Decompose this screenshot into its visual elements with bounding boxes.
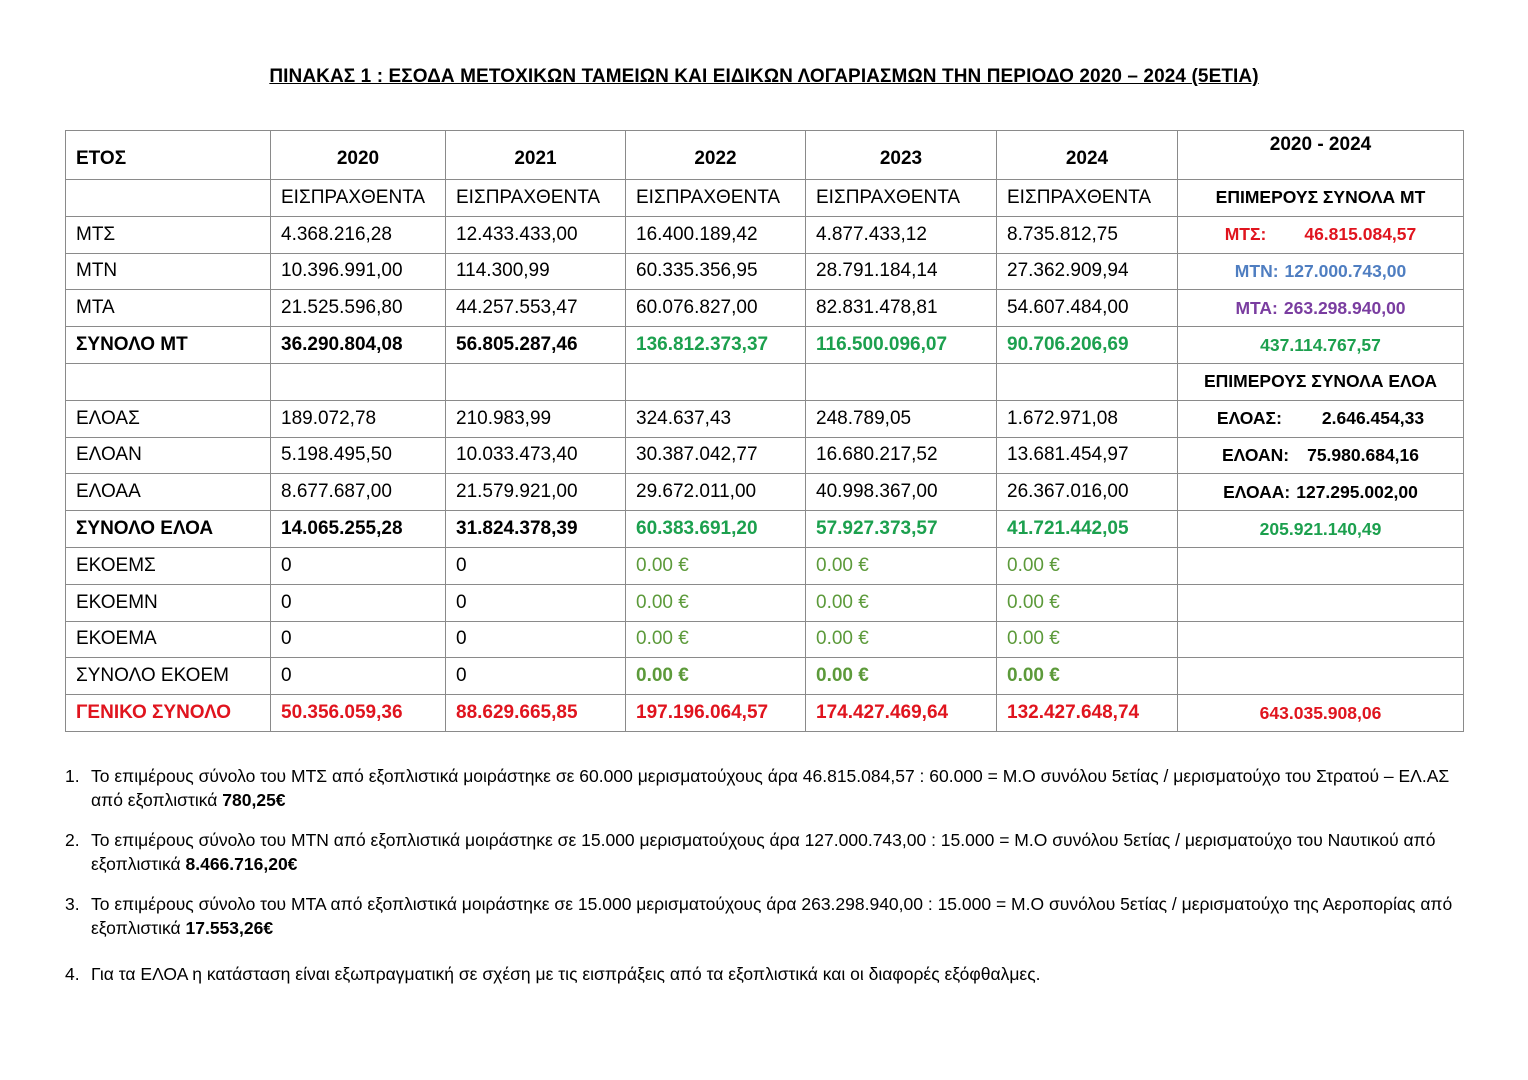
- eloa-subtotals-header: ΕΠΙΜΕΡΟΥΣ ΣΥΝΟΛΑ ΕΛΟΑ: [1178, 363, 1464, 400]
- table-row: [66, 400, 1464, 437]
- period-total-value: 2.646.454,33: [1321, 408, 1425, 429]
- row-label: ΜΤΣ: [66, 216, 271, 253]
- value-cell: 8.735.812,75: [997, 216, 1178, 253]
- value-cell: 210.983,99: [446, 400, 626, 437]
- period-total-value: 127.000.743,00: [1284, 260, 1407, 281]
- value-cell: 82.831.478,81: [806, 290, 997, 327]
- value-cell: 28.791.184,14: [806, 253, 997, 290]
- value-cell: 0: [271, 547, 446, 584]
- value-cell: 0: [446, 547, 626, 584]
- footnote: [65, 962, 1465, 986]
- footnote-text: Το επιμέρους σύνολο του ΜΤΑ από εξοπλιστικά μοιράστηκε σε 15.000 μερισματούχους άρα 263.298.940,00 : 15.000 = Μ.Ο συνόλου 5ετίας / μερισματούχο της Αεροπορίας από εξοπλιστικά: [91, 894, 1453, 938]
- period-total-cell: [1178, 695, 1464, 732]
- value-cell: 324.637,43: [626, 400, 806, 437]
- value-cell: 21.525.596,80: [271, 290, 446, 327]
- table-row: [66, 474, 1464, 511]
- empty-cell: [1178, 584, 1464, 621]
- collected-header: ΕΙΣΠΡΑΧΘΕΝΤΑ: [271, 180, 446, 217]
- period-total-cell: [1178, 216, 1464, 253]
- value-cell: 174.427.469,64: [806, 695, 997, 732]
- period-total-label: ΕΛΟΑΝ:: [1221, 444, 1290, 465]
- value-cell: 60.383.691,20: [626, 511, 806, 548]
- value-cell: 116.500.096,07: [806, 327, 997, 364]
- value-cell: 31.824.378,39: [446, 511, 626, 548]
- period-total-value: 75.980.684,16: [1307, 444, 1420, 465]
- value-cell: 30.387.042,77: [626, 437, 806, 474]
- value-cell: 0.00 €: [997, 621, 1178, 658]
- value-cell: 44.257.553,47: [446, 290, 626, 327]
- value-cell: 56.805.287,46: [446, 327, 626, 364]
- eloa-total-row: [66, 511, 1464, 548]
- year-header: 2020: [271, 131, 446, 180]
- empty-cell: [1178, 658, 1464, 695]
- value-cell: 57.927.373,57: [806, 511, 997, 548]
- value-cell: 0: [446, 658, 626, 695]
- year-header-label: ΕΤΟΣ: [66, 131, 271, 180]
- value-cell: 16.400.189,42: [626, 216, 806, 253]
- collected-header: ΕΙΣΠΡΑΧΘΕΝΤΑ: [997, 180, 1178, 217]
- period-total-label: ΕΛΟΑΑ:: [1223, 481, 1291, 502]
- year-header: 2022: [626, 131, 806, 180]
- footnotes: [65, 764, 1465, 1002]
- revenue-table: [65, 130, 1464, 732]
- period-total-value: 263.298.940,00: [1283, 297, 1406, 318]
- header-row: [66, 131, 1464, 180]
- value-cell: 0.00 €: [806, 584, 997, 621]
- table-row: [66, 547, 1464, 584]
- period-total-value: 46.815.084,57: [1304, 224, 1417, 245]
- value-cell: 1.672.971,08: [997, 400, 1178, 437]
- empty-cell: [1178, 547, 1464, 584]
- value-cell: 0.00 €: [806, 547, 997, 584]
- value-cell: 16.680.217,52: [806, 437, 997, 474]
- value-cell: 0.00 €: [997, 547, 1178, 584]
- value-cell: 50.356.059,36: [271, 695, 446, 732]
- mt-subtotals-header: ΕΠΙΜΕΡΟΥΣ ΣΥΝΟΛΑ ΜΤ: [1178, 180, 1464, 217]
- table-row: [66, 437, 1464, 474]
- footnote-amount: 8.466.716,20€: [185, 854, 298, 874]
- document-title: ΠΙΝΑΚΑΣ 1 : ΕΣΟΔΑ ΜΕΤΟΧΙΚΩΝ ΤΑΜΕΙΩΝ ΚΑΙ ΕΙΔΙΚΩΝ ΛΟΓΑΡΙΑΣΜΩΝ ΤΗΝ ΠΕΡΙΟΔΟ 2020 – 2024 (5ΕΤΙΑ): [269, 66, 1259, 87]
- period-total-cell: [1178, 511, 1464, 548]
- subheader-row: [66, 180, 1464, 217]
- footnote-number: 1.: [65, 766, 80, 786]
- value-cell: 60.076.827,00: [626, 290, 806, 327]
- value-cell: 27.362.909,94: [997, 253, 1178, 290]
- value-cell: 0: [271, 658, 446, 695]
- empty-cell: [66, 363, 271, 400]
- value-cell: 197.196.064,57: [626, 695, 806, 732]
- empty-cell: [997, 363, 1178, 400]
- value-cell: 248.789,05: [806, 400, 997, 437]
- footnote-text: Το επιμέρους σύνολο του ΜΤΣ από εξοπλιστικά μοιράστηκε σε 60.000 μερισματούχους άρα 46.815.084,57 : 60.000 = Μ.Ο συνόλου 5ετίας / μερισματούχο του Στρατού – ΕΛ.ΑΣ από εξοπλιστικά: [91, 766, 1450, 810]
- row-label: ΜΤΑ: [66, 290, 271, 327]
- value-cell: 0.00 €: [626, 547, 806, 584]
- period-total-cell: [1178, 400, 1464, 437]
- value-cell: 21.579.921,00: [446, 474, 626, 511]
- value-cell: 0.00 €: [626, 584, 806, 621]
- table-row: [66, 584, 1464, 621]
- row-label: ΓΕΝΙΚΟ ΣΥΝΟΛΟ: [66, 695, 271, 732]
- value-cell: 88.629.665,85: [446, 695, 626, 732]
- value-cell: 41.721.442,05: [997, 511, 1178, 548]
- period-total-label: ΜΤΝ:: [1234, 260, 1279, 281]
- period-total-cell: [1178, 290, 1464, 327]
- collected-header: ΕΙΣΠΡΑΧΘΕΝΤΑ: [626, 180, 806, 217]
- table-row: [66, 290, 1464, 327]
- value-cell: 10.033.473,40: [446, 437, 626, 474]
- value-cell: 26.367.016,00: [997, 474, 1178, 511]
- footnote-amount: 17.553,26€: [185, 918, 274, 938]
- year-header: 2024: [997, 131, 1178, 180]
- footnote: [65, 892, 1465, 940]
- period-total-value: 205.921.140,49: [1259, 518, 1382, 539]
- period-total-value: 437.114.767,57: [1260, 334, 1381, 355]
- value-cell: 14.065.255,28: [271, 511, 446, 548]
- row-label: ΕΛΟΑΝ: [66, 437, 271, 474]
- footnote: [65, 764, 1465, 812]
- row-label: ΕΚΟΕΜΑ: [66, 621, 271, 658]
- value-cell: 0.00 €: [626, 658, 806, 695]
- empty-cell: [446, 363, 626, 400]
- value-cell: 0.00 €: [806, 658, 997, 695]
- table-row: [66, 621, 1464, 658]
- footnote-text-block: [91, 764, 1465, 812]
- value-cell: 4.368.216,28: [271, 216, 446, 253]
- value-cell: 0: [446, 621, 626, 658]
- table-row: [66, 216, 1464, 253]
- value-cell: 0.00 €: [997, 584, 1178, 621]
- value-cell: 29.672.011,00: [626, 474, 806, 511]
- empty-cell: [271, 363, 446, 400]
- value-cell: 189.072,78: [271, 400, 446, 437]
- footnote-text: Για τα ΕΛΟΑ η κατάσταση είναι εξωπραγματική σε σχέση με τις εισπράξεις από τα εξοπλιστικά και οι διαφορές εξόφθαλμες.: [91, 964, 1041, 984]
- period-total-label: ΜΤΣ:: [1224, 224, 1267, 245]
- value-cell: 0: [446, 584, 626, 621]
- footnote-text-block: [91, 828, 1465, 876]
- value-cell: 8.677.687,00: [271, 474, 446, 511]
- value-cell: 60.335.356,95: [626, 253, 806, 290]
- row-label: ΕΛΟΑΑ: [66, 474, 271, 511]
- value-cell: 136.812.373,37: [626, 327, 806, 364]
- period-total-value: 643.035.908,06: [1259, 702, 1382, 723]
- ekoem-total-row: [66, 658, 1464, 695]
- row-label: ΣΥΝΟΛΟ ΜΤ: [66, 327, 271, 364]
- period-total-cell: [1178, 253, 1464, 290]
- value-cell: 12.433.433,00: [446, 216, 626, 253]
- year-header: 2021: [446, 131, 626, 180]
- mt-total-row: [66, 327, 1464, 364]
- footnote-number: 4.: [65, 964, 80, 984]
- value-cell: 90.706.206,69: [997, 327, 1178, 364]
- row-label: ΣΥΝΟΛΟ ΕΚΟΕΜ: [66, 658, 271, 695]
- footnote-text-block: [91, 892, 1465, 940]
- period-total-label: ΕΛΟΑΣ:: [1216, 408, 1282, 429]
- collected-header: ΕΙΣΠΡΑΧΘΕΝΤΑ: [446, 180, 626, 217]
- period-total-cell: [1178, 437, 1464, 474]
- eloa-subheader-row: [66, 363, 1464, 400]
- empty-cell: [626, 363, 806, 400]
- footnote-text: Το επιμέρους σύνολο του ΜΤΝ από εξοπλιστικά μοιράστηκε σε 15.000 μερισματούχους άρα 127.000.743,00 : 15.000 = Μ.Ο συνόλου 5ετίας / μερισματούχο του Ναυτικού από εξοπλιστικά: [91, 830, 1436, 874]
- value-cell: 36.290.804,08: [271, 327, 446, 364]
- footnote-amount: 780,25€: [222, 790, 286, 810]
- period-total-cell: [1178, 474, 1464, 511]
- value-cell: 13.681.454,97: [997, 437, 1178, 474]
- value-cell: 0.00 €: [626, 621, 806, 658]
- value-cell: 40.998.367,00: [806, 474, 997, 511]
- value-cell: 10.396.991,00: [271, 253, 446, 290]
- footnote-text-block: [91, 962, 1465, 986]
- period-total-cell: [1178, 327, 1464, 364]
- value-cell: 0.00 €: [806, 621, 997, 658]
- footnote: [65, 828, 1465, 876]
- value-cell: 0: [271, 584, 446, 621]
- value-cell: 114.300,99: [446, 253, 626, 290]
- row-label: ΕΚΟΕΜΣ: [66, 547, 271, 584]
- period-total-value: 127.295.002,00: [1296, 481, 1418, 502]
- empty-cell: [806, 363, 997, 400]
- value-cell: 54.607.484,00: [997, 290, 1178, 327]
- grand-total-row: [66, 695, 1464, 732]
- value-cell: 4.877.433,12: [806, 216, 997, 253]
- table-row: [66, 253, 1464, 290]
- footnote-number: 3.: [65, 894, 80, 914]
- range-header: 2020 - 2024: [1178, 131, 1464, 180]
- value-cell: 0: [271, 621, 446, 658]
- row-label: ΕΚΟΕΜΝ: [66, 584, 271, 621]
- row-label: ΣΥΝΟΛΟ ΕΛΟΑ: [66, 511, 271, 548]
- empty-cell: [66, 180, 271, 217]
- value-cell: 132.427.648,74: [997, 695, 1178, 732]
- row-label: ΕΛΟΑΣ: [66, 400, 271, 437]
- empty-cell: [1178, 621, 1464, 658]
- row-label: ΜΤΝ: [66, 253, 271, 290]
- year-header: 2023: [806, 131, 997, 180]
- collected-header: ΕΙΣΠΡΑΧΘΕΝΤΑ: [806, 180, 997, 217]
- period-total-label: ΜΤΑ:: [1235, 297, 1278, 318]
- value-cell: 0.00 €: [997, 658, 1178, 695]
- value-cell: 5.198.495,50: [271, 437, 446, 474]
- footnote-number: 2.: [65, 830, 80, 850]
